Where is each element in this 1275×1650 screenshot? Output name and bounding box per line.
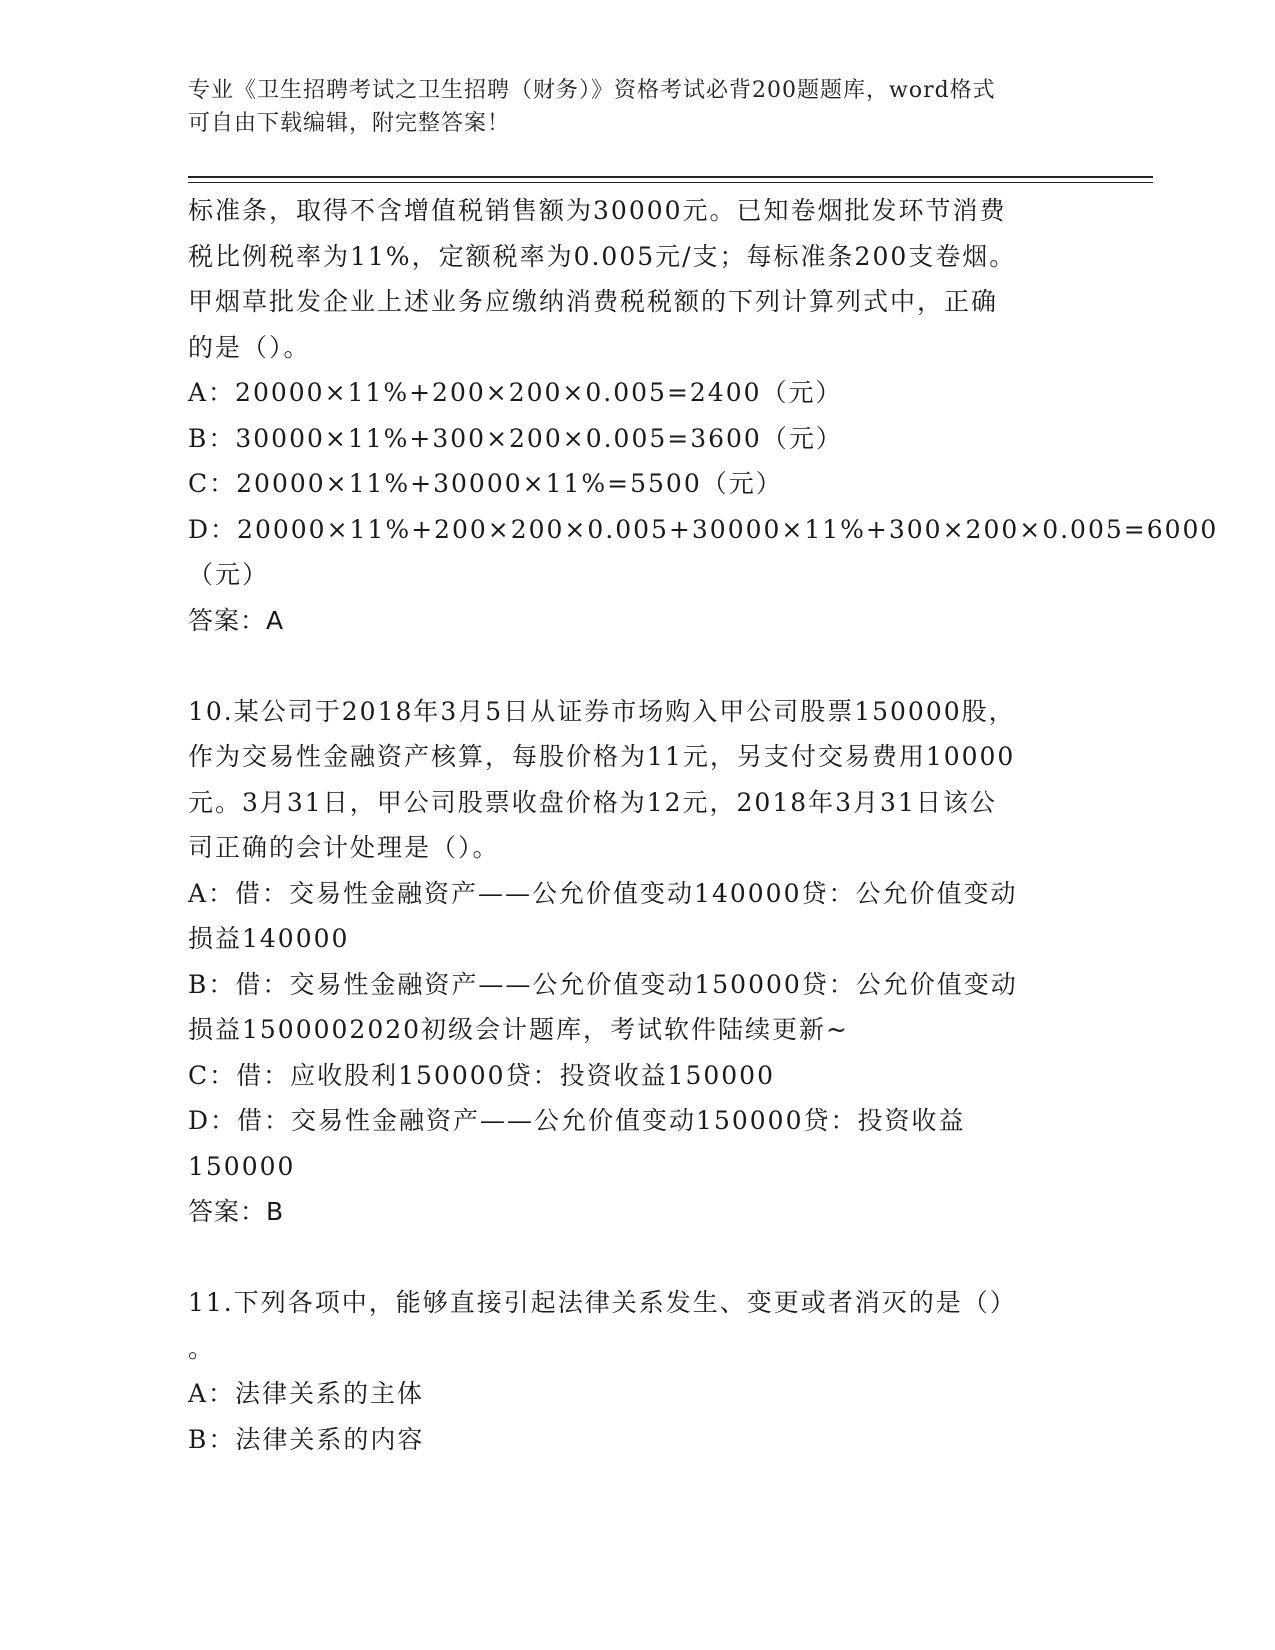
option-a: A：20000×11%+200×200×0.005=2400（元） [188,378,843,407]
option-b: B：30000×11%+300×200×0.005=3600（元） [188,423,843,453]
option-b-continued: 损益1500002020初级会计题库，考试软件陆续更新~ [188,1015,850,1044]
question-stem-line: 税比例税率为11%，定额税率为0.005元/支；每标准条200支卷烟。 [188,241,1017,271]
option-a-continued: 损益140000 [188,924,350,953]
question-11 [188,1280,1088,1462]
header-divider-thick [188,176,1153,178]
question-stem-line: 作为交易性金融资产核算，每股价格为11元，另支付交易费用10000 [188,742,1016,771]
option-a: A：法律关系的主体 [188,1379,425,1408]
question-stem-line: 11.下列各项中，能够直接引起法律关系发生、变更或者消灭的是（） [188,1288,1017,1317]
question-spacer [188,643,1088,689]
question-stem-line: 甲烟草批发企业上述业务应缴纳消费税税额的下列计算列式中，正确 [188,287,999,316]
question-spacer [188,1235,1088,1281]
option-b: B：借：交易性金融资产——公允价值变动150000贷：公允价值变动 [188,969,1018,999]
question-9 [188,188,1219,643]
question-stem-line: 10.某公司于2018年3月5日从证券市场购入甲公司股票150000股， [188,696,1016,726]
option-a: A：借：交易性金融资产——公允价值变动140000贷：公允价值变动 [188,878,1018,908]
question-10 [188,689,1088,1235]
question-stem-line: 司正确的会计处理是（）。 [188,833,500,862]
question-stem-line: 标准条，取得不含增值税销售额为30000元。已知卷烟批发环节消费 [188,196,1007,225]
header-line-2: 可自由下载编辑，附完整答案！ [188,111,511,136]
option-d-continued: 150000 [188,1151,296,1181]
option-c: C：20000×11%+30000×11%=5500（元） [188,469,783,498]
question-stem-line: 的是（）。 [188,332,311,362]
option-c: C：借：应收股利150000贷：投资收益150000 [188,1060,775,1090]
answer-label: 答案：A [188,605,285,635]
option-d: D：20000×11%+200×200×0.005+30000×11%+300×200×0.005=6000 [188,514,1219,544]
question-stem-line: 元。3月31日，甲公司股票收盘价格为12元，2018年3月31日该公 [188,787,997,817]
option-b: B：法律关系的内容 [188,1424,425,1454]
option-d-continued: （元） [188,560,270,589]
document-header [188,74,1088,140]
option-d: D：借：交易性金融资产——公允价值变动150000贷：投资收益 [188,1106,966,1135]
document-body [188,188,1219,1462]
header-divider-thin [188,182,1153,183]
question-stem-line: 。 [188,1333,216,1363]
header-line-1: 专业《卫生招聘考试之卫生招聘（财务）》资格考试必背200题题库，word格式 [188,78,996,103]
answer-label: 答案：B [188,1197,285,1226]
